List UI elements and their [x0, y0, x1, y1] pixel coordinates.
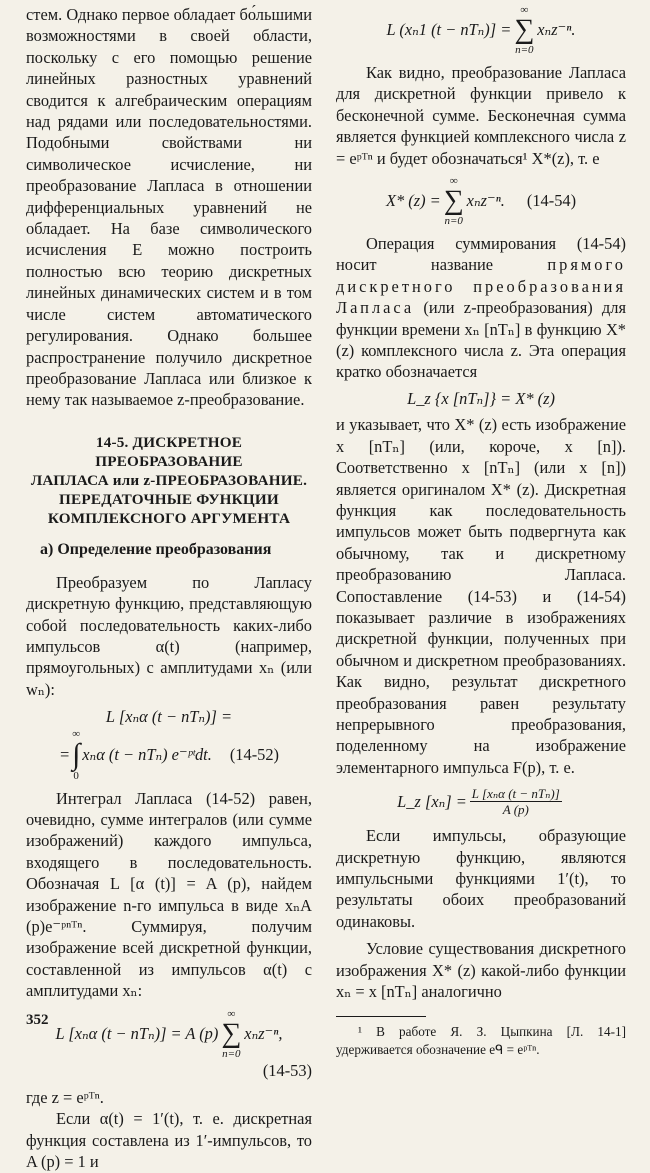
paragraph-same-results: Если импульсы, образующие дискретную функцию, являются импульсными функциями 1′(t), то результаты обоих преобразований одинаковы.	[336, 826, 626, 931]
equation-14-52-line-1: L [xₙα (t − nTₙ)] =	[105, 707, 233, 727]
section-title-line-1: 14-5. ДИСКРЕТНОЕ ПРЕОБРАЗОВАНИЕ	[95, 433, 243, 470]
equation-14-53-lhs: L [xₙα (t − nTₙ)] = A (p)	[55, 1023, 219, 1043]
left-column	[26, 4, 312, 1173]
fraction	[470, 786, 562, 817]
sum-upper-limit: ∞	[449, 175, 458, 188]
equation-14-54	[336, 175, 626, 227]
equation-14-53-rhs: xₙz⁻ⁿ,	[244, 1023, 283, 1043]
equation-number-14-53: (14-53)	[262, 1060, 312, 1080]
equation-14-52-line-2	[26, 728, 312, 782]
paragraph-direct-transform	[336, 233, 626, 383]
integral-sign	[72, 728, 80, 782]
paragraph-existence-condition: Условие существования дискретного изображения X* (z) какой-либо функции xₙ = x [nTₙ] аналогично	[336, 939, 626, 1002]
footnote-rule	[336, 1016, 426, 1017]
sum-sign	[514, 4, 534, 56]
paragraph-continuation: стем. Однако первое обладает бо́льшими возможностями в своей области, поскольку с его помощью решение линейных разностных уравнений сводится к алгебраическим операциям над рядами или последовательностями. Подобными свойствами ни символическое исчисление, ни преобразование Лапласа в отношении дифференциальных уравнений не обладает. На базе символического исчисления E можно построить полностью всю теорию дискретных линейных динамических систем и в том числе систем автоматического регулирования. Однако большее распространение получило дискретное преобразование Лапласа или близкое к нему так называемое z-преобразование.	[26, 5, 312, 410]
section-title-line-3: ПЕРЕДАТОЧНЫЕ ФУНКЦИИ	[59, 490, 279, 508]
footnote: ¹ В работе Я. З. Цыпкина [Л. 14-1] удерживается обозначение eᑫ = eᵖᵀⁿ.	[336, 1024, 626, 1058]
sum-upper-limit: ∞	[227, 1007, 236, 1020]
equation-operator: L_z {x [nTₙ]} = X* (z)	[407, 388, 555, 408]
equation-14-53-line	[26, 1008, 312, 1060]
paragraph-infinite-sum: Как видно, преобразование Лапласа для дискретной функции привело к бесконечной сумме. Бесконечная сумма является функцией комплексного числа z = eᵖᵀⁿ и будет обозначаться¹ X*(z), т. е	[336, 63, 626, 168]
equals-sign: =	[59, 744, 71, 764]
paragraph-laplace-integral: Интеграл Лапласа (14-52) равен, очевидно, сумме интегралов (или сумме изображений) каждого импульса, входящего в последовательность. Обозначая L [α (t)] = A (p), найдем изображение n-го импульса в виде xₙA (p)e⁻ᵖⁿᵀⁿ. Суммируя, получим изображение всей дискретной функции, составленной из импульсов α(t) с амплитудами xₙ:	[26, 788, 312, 1001]
sum-lower-limit: n=0	[515, 44, 534, 56]
sum-symbol: ∑	[221, 1017, 242, 1049]
paragraph-direct-transform-b: (или z-преобразования) для функции времени xₙ [nTₙ] в функцию X*(z) комплексного числа z. Эта операция кратко обозначается	[336, 298, 626, 382]
section-title-line-4: КОМПЛЕКСНОГО АРГУМЕНТА	[47, 509, 291, 527]
equation-top-lhs: L (xₙ1 (t − nTₙ)] =	[386, 20, 512, 40]
integral-symbol: ∫	[72, 737, 81, 771]
fraction-numerator: L [xₙα (t − nTₙ)]	[471, 786, 560, 802]
equation-ratio-lhs: L_z [xₙ] =	[397, 791, 467, 811]
equation-14-53	[26, 1008, 312, 1081]
sum-lower-limit: n=0	[444, 215, 463, 228]
page-number: 352	[26, 1012, 49, 1028]
term-direct-discrete-laplace: прямого дискретного преобразования Лапласа	[336, 255, 626, 318]
equation-number-14-54: (14-54)	[526, 191, 577, 211]
equation-14-54-lhs: X* (z) =	[385, 191, 441, 211]
sum-sign	[444, 175, 464, 227]
sum-symbol: ∑	[514, 14, 535, 45]
where-z-definition: где z = eᵖᵀⁿ.	[26, 1088, 104, 1108]
paragraph-image-original: и указывает, что X* (z) есть изображение x [nTₙ] (или, короче, x [n]). Соответственно x [nTₙ] (или x [n]) является оригиналом X* (z). Дискретная функция как последовательность импульсов может быть подвергнута как обычному, так и дискретному преобразованию Лапласа. Сопоставление (14-53) и (14-54) показывает различие в изображениях дискретной функции, полученных при обычном и дискретном преобразованиях. Как видно, результат дискретного преобразования равен результату непрерывного преобразования, поделенному на изображение элементарного импульса F(p), т. е.	[336, 415, 626, 777]
right-column	[336, 4, 626, 1059]
fraction-denominator: A (p)	[502, 802, 529, 818]
integral-lower-limit: 0	[73, 769, 79, 782]
sum-lower-limit: n=0	[222, 1047, 241, 1060]
equation-top-rhs: xₙz⁻ⁿ.	[537, 20, 576, 40]
paragraph-direct-transform-a: Операция суммирования (14-54) носит название	[336, 234, 626, 275]
paragraph-unit-impulse: Если α(t) = 1′(t), т. е. дискретная функция составлена из 1′-импульсов, то A (p) = 1 и	[26, 1109, 312, 1172]
sum-upper-limit: ∞	[520, 4, 529, 16]
equation-unit-impulse-line	[336, 4, 626, 56]
integral-upper-limit: ∞	[72, 727, 81, 740]
paragraph-laplace-intro: Преобразуем по Лапласу дискретную функцию, представляющую собой последовательность каких-либо импульсов α(t) (например, прямоугольных) с амплитудами xₙ (или wₙ):	[26, 572, 312, 699]
sum-sign	[221, 1008, 241, 1060]
section-title-line-2: ЛАПЛАСА или z-ПРЕОБРАЗОВАНИЕ.	[30, 471, 308, 489]
equation-14-54-rhs: xₙz⁻ⁿ.	[466, 191, 505, 211]
sum-symbol: ∑	[443, 185, 464, 217]
equation-14-54-line	[336, 175, 626, 227]
equation-14-52	[26, 706, 312, 781]
equation-unit-impulse-sum	[336, 4, 626, 56]
subsection-title: а) Определение преобразования	[40, 540, 272, 558]
equation-ratio	[336, 786, 626, 817]
equation-number-14-52: (14-52)	[229, 744, 279, 764]
equation-14-52-integrand: xₙα (t − nTₙ) e⁻ᵖᵗdt.	[82, 744, 212, 764]
